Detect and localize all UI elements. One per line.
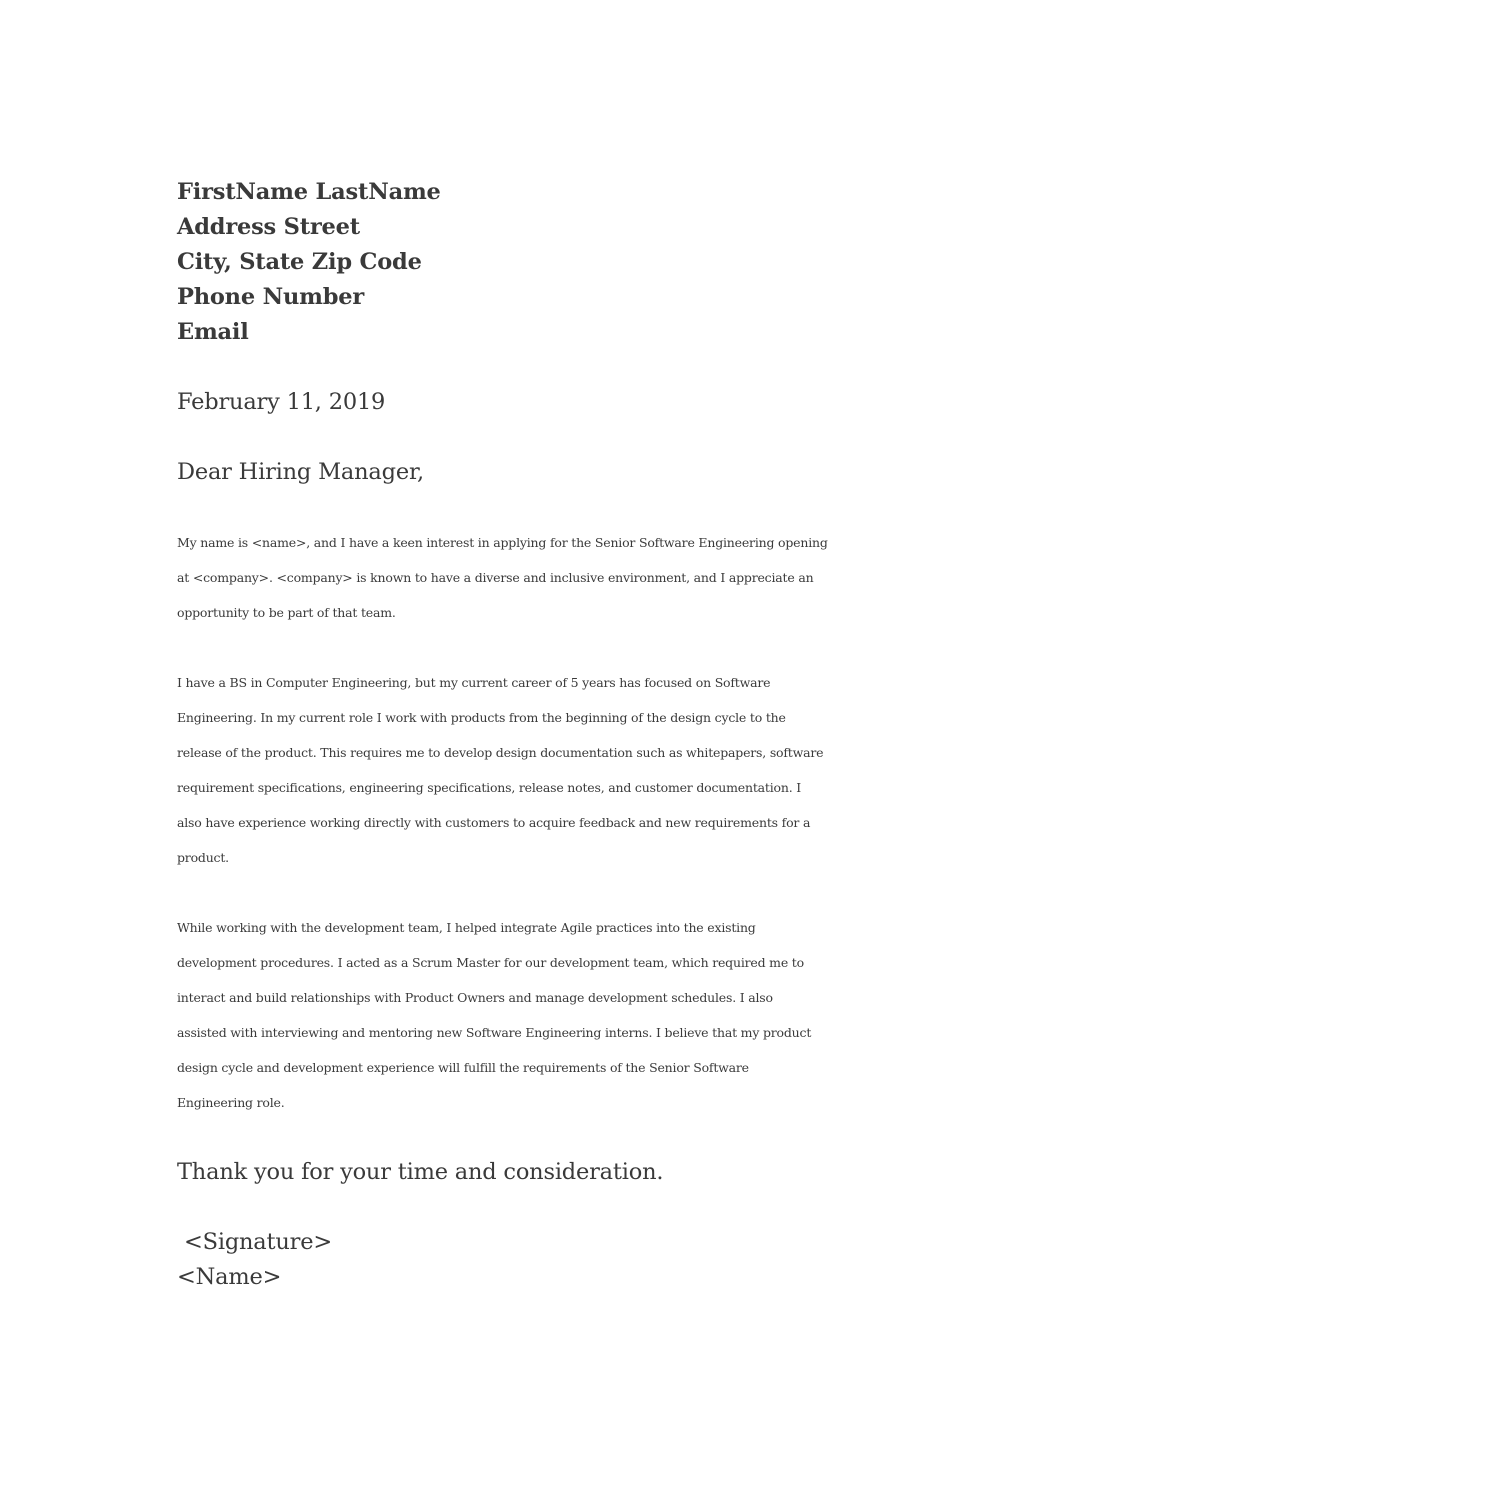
sender-city-state-zip: City, State Zip Code — [177, 249, 422, 275]
paragraph-line: product. — [177, 850, 229, 865]
paragraph-line: release of the product. This requires me to develop design documentation such as whitepapers, software — [177, 745, 824, 760]
body-paragraph-2 — [177, 665, 1337, 875]
sender-name: FirstName LastName — [177, 179, 441, 205]
paragraph-line: assisted with interviewing and mentoring new Software Engineering interns. I believe that my product — [177, 1025, 812, 1040]
signature-placeholder: <Signature> — [177, 1229, 332, 1255]
letter-date: February 11, 2019 — [177, 389, 386, 415]
paragraph-line: Engineering role. — [177, 1095, 285, 1110]
paragraph-line: at <company>. <company> is known to have a diverse and inclusive environment, and I appreciate an — [177, 570, 814, 585]
signoff-name: <Name> — [177, 1264, 282, 1290]
thank-you-line: Thank you for your time and consideration. — [177, 1159, 664, 1185]
paragraph-line: design cycle and development experience will fulfill the requirements of the Senior Software — [177, 1060, 749, 1075]
sender-email: Email — [177, 319, 249, 345]
paragraph-line: Engineering. In my current role I work with products from the beginning of the design cycle to the — [177, 710, 786, 725]
body-paragraph-3 — [177, 910, 1337, 1120]
paragraph-line: I have a BS in Computer Engineering, but my current career of 5 years has focused on Software — [177, 675, 771, 690]
paragraph-line: While working with the development team, I helped integrate Agile practices into the existing — [177, 920, 756, 935]
paragraph-line: My name is <name>, and I have a keen interest in applying for the Senior Software Engineering opening — [177, 535, 828, 550]
paragraph-line: development procedures. I acted as a Scrum Master for our development team, which required me to — [177, 955, 804, 970]
body-paragraph-1 — [177, 525, 1337, 630]
paragraph-line: requirement specifications, engineering specifications, release notes, and customer documentation. I — [177, 780, 801, 795]
signature-block — [177, 1225, 1337, 1295]
sender-street: Address Street — [177, 214, 360, 240]
paragraph-line: also have experience working directly with customers to acquire feedback and new requirements for a — [177, 815, 811, 830]
cover-letter — [177, 175, 1337, 1295]
sender-phone: Phone Number — [177, 284, 365, 310]
paragraph-line: opportunity to be part of that team. — [177, 605, 396, 620]
salutation: Dear Hiring Manager, — [177, 459, 425, 485]
paragraph-line: interact and build relationships with Product Owners and manage development schedules. I also — [177, 990, 773, 1005]
sender-address-block — [177, 175, 1337, 350]
